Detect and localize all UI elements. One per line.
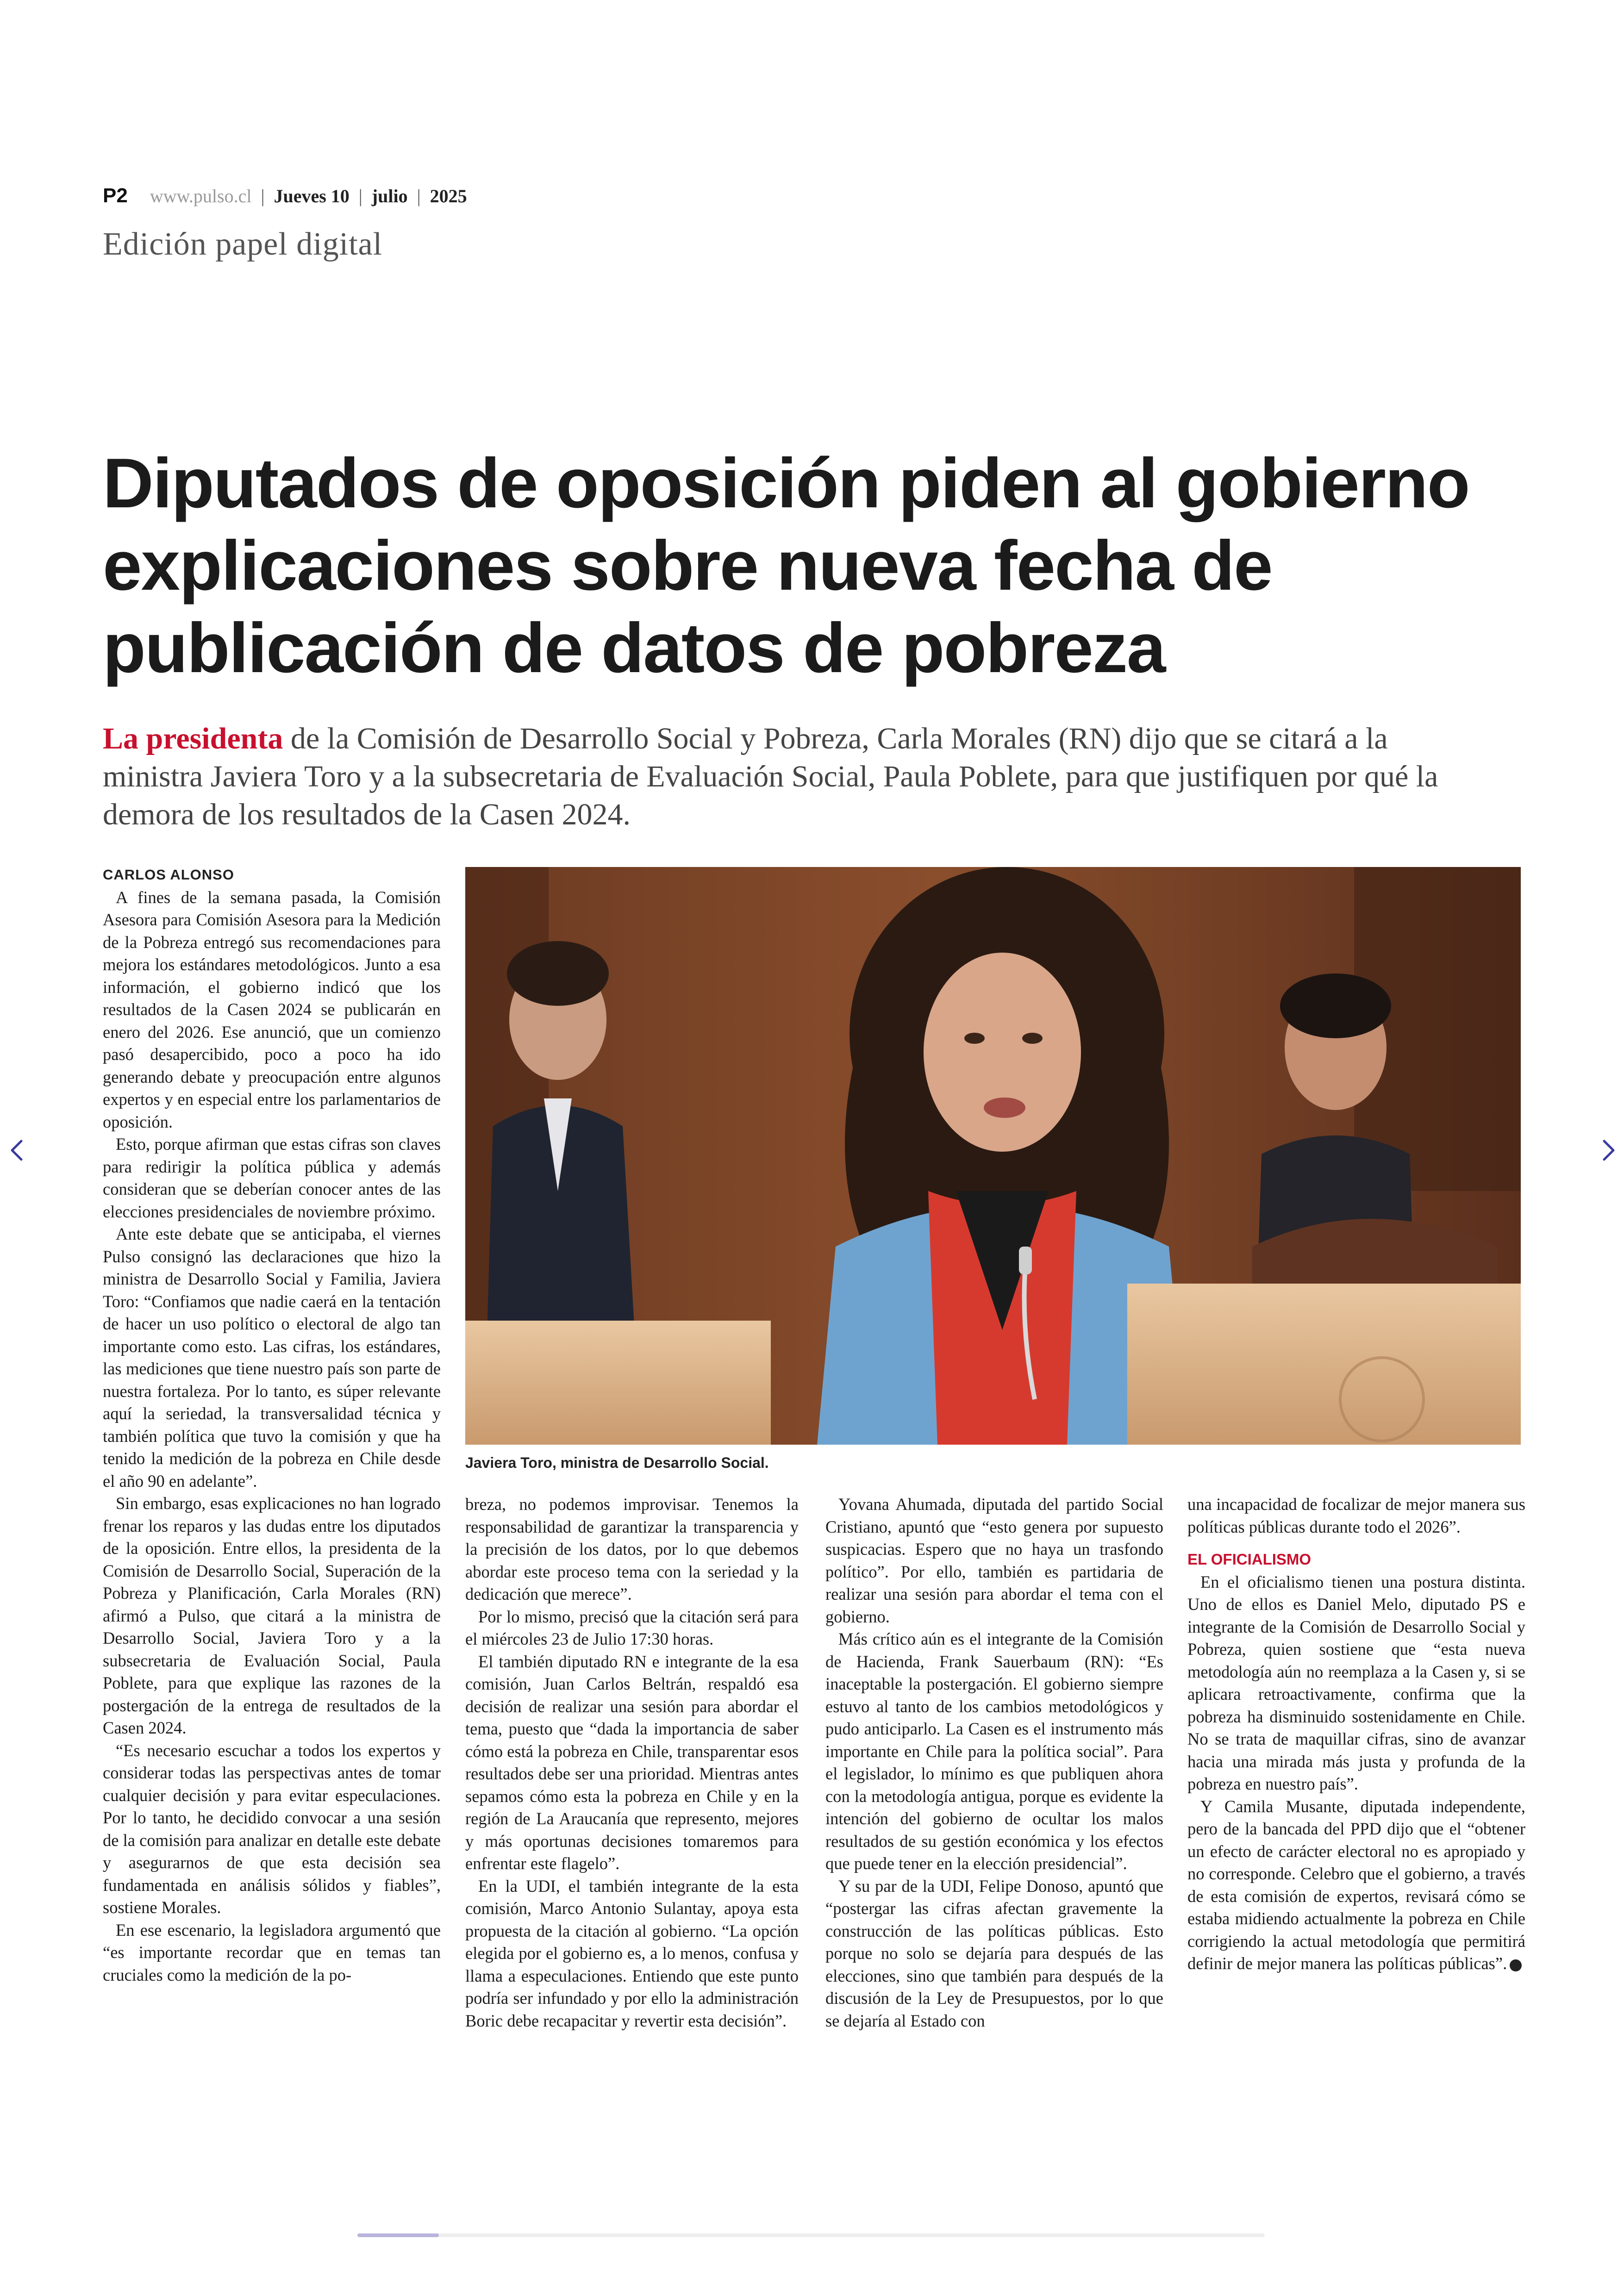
lede-line: de la Comisión de Desarrollo Social y Pobreza, Carla Morales (RN) dijo que se citará a la xyxy=(283,722,1388,755)
paragraph: Ante este debate que se anticipaba, el viernes Pulso consignó las declaraciones que hizo la ministra de Desarrollo Social y Familia, Javiera Toro: “Confiamos que nadie caerá en la tentación de hacer un uso político o electoral de algo tan importante como esto. Las cifras, los estándares, las mediciones que tiene nuestro país son parte de nuestra fortaleza. Por lo tanto, es súper relevante aquí la seriedad, la transversalidad técnica y también política que tuvo la comisión y que ha tenido la medición de la pobreza en Chile desde el año 90 en adelante”. xyxy=(103,1224,441,1491)
paragraph: A fines de la semana pasada, la Comisión Asesora para Comisión Asesora para la Medición de la Pobreza entregó sus recomendaciones para mejora los estándares metodológicos. Junto a esa información, el gobierno indicó que los resultados de la Casen 2024 se publicarán en enero del 2026. Ese anunció, que un comienzo pasó desapercibido, poco a poco ha ido generando debate y preocupación entre algunos expertos y en especial entre los parlamentarios de oposición. xyxy=(103,887,441,1131)
page-scrollbar-track[interactable] xyxy=(357,2233,1265,2237)
paragraph: “Es necesario escuchar a todos los expertos y considerar todas las perspectivas antes de tomar cualquier decisión y para evitar especulaciones. Por lo tanto, he decidido convocar a una sesión de la comisión para analizar en detalle este debate y asegurarnos de que esta decisión sea fundamentada en análisis sólidos y fiables”, sostiene Morales. xyxy=(103,1740,441,1917)
paragraph: Por lo mismo, precisó que la citación será para el miércoles 23 de Julio 17:30 horas. xyxy=(465,1607,799,1648)
article-column-3 xyxy=(825,1493,1163,2032)
paragraph: En el oficialismo tienen una postura distinta. Uno de ellos es Daniel Melo, diputado PS e integrante de la Comisión de Desarrollo Social y Pobreza, quien sostiene que “esta nueva metodología aún no reemplaza a la Casen y, si se aplicara retroactivamente, confirma que la pobreza ha disminuido sostenidamente en Chile. No se trata de maquillar cifras, sino de avanzar hacia una mirada más justa y profunda de la pobreza en nuestro país”. xyxy=(1187,1572,1525,1793)
chevron-right-icon xyxy=(1600,1138,1617,1162)
header-year: 2025 xyxy=(430,186,467,206)
page-scrollbar-thumb[interactable] xyxy=(357,2233,439,2237)
article-end-icon xyxy=(1510,1959,1522,1971)
paragraph: En la UDI, el también integrante de la esta comisión, Marco Antonio Sulantay, apoya esta propuesta de la citación al gobierno. “La opción elegida por el gobierno es, a lo menos, confusa y llama a especulaciones. Entiendo que este punto podría ser infundado y por ello la administración Boric debe recapacitar y revertir esta decisión”. xyxy=(465,1876,799,2030)
page-number: P2 xyxy=(103,184,128,207)
next-page-button[interactable] xyxy=(1595,1136,1623,1164)
lede-line: ministra Javiera Toro y a la subsecretaria de Evaluación Social, Paula Poblete, para que justifiquen por qué la xyxy=(103,760,1438,793)
paragraph: Más crítico aún es el integrante de la Comisión de Hacienda, Frank Sauerbaum (RN): “Es inaceptable la postergación. El gobierno siempre estuvo al tanto de los cambios metodológicos y pudo anticiparlo. La Casen es el instrumento más importante en Chile para la política social”. Para el legislador, lo mínimo es que publiquen ahora con la metodología antigua, porque es evidente la intención del gobierno de ocultar los malos resultados de su gestión económica y los efectos que puede tener en la elección presidencial”. xyxy=(825,1629,1163,1873)
edition-label: Edición papel digital xyxy=(103,226,383,262)
photo-caption: Javiera Toro, ministra de Desarrollo Social. xyxy=(465,1454,769,1471)
headline-line: explicaciones sobre nueva fecha de xyxy=(103,526,1272,605)
paragraph: una incapacidad de focalizar de mejor manera sus políticas públicas durante todo el 2026”. xyxy=(1187,1495,1525,1536)
article-column-2 xyxy=(465,1493,799,2032)
byline: CARLOS ALONSO xyxy=(103,867,234,883)
paragraph: Yovana Ahumada, diputada del partido Social Cristiano, apuntó que “esto genera por supuesto suspicacias. Espero que no haya un trasfondo político”. Por ello, también es partidaria de realizar una sesión para abordar el tema con el gobierno. xyxy=(825,1495,1163,1626)
site-url[interactable]: www.pulso.cl xyxy=(150,186,252,206)
header-day: Jueves 10 xyxy=(274,186,350,206)
article-photo xyxy=(465,867,1521,1445)
article-column-1 xyxy=(103,864,441,1986)
article-column-4 xyxy=(1187,1493,1525,1975)
article-lede xyxy=(103,720,1492,834)
paragraph: En ese escenario, la legisladora argumentó que “es importante recordar que en temas tan cruciales como la medición de la po- xyxy=(103,1920,441,1984)
lede-line: demora de los resultados de la Casen 2024. xyxy=(103,798,631,831)
article-headline xyxy=(103,442,1492,689)
paragraph: El también diputado RN e integrante de la esa comisión, Juan Carlos Beltrán, respaldó esa decisión de realizar una sesión para abordar el tema, puesto que “dada la importancia de saber cómo está la pobreza en Chile, transparentar esos resultados debe ser una prioridad. Mientras antes sepamos cómo esta la pobreza en Chile y en la región de La Araucanía que represento, mejores y más oportunas decisiones tomaremos para enfrentar este flagelo”. xyxy=(465,1652,799,1873)
paragraph-text: Y Camila Musante, diputada independente, pero de la bancada del PPD dijo que el “obtener un efecto de carácter electoral no es apropiado y no corresponde. Celebro que el gobierno, a través de esta comisión de expertos, revisará cómo se estaba midiendo actualmente la pobreza en Chile corrigiendo la actual metodología que permitirá definir de mejor manera las políticas públicas”. xyxy=(1187,1796,1525,1973)
header-month: julio xyxy=(371,186,408,206)
paragraph: Sin embargo, esas explicaciones no han logrado frenar los reparos y las dudas entre los diputados de la oposición. Entre ellos, la presidenta de la Comisión de Desarrollo Social, Superación de la Pobreza y Planificación, Carla Morales (RN) afirmó a Pulso, que citará a la ministra de Desarrollo Social, Javiera Toro y a la subsecretaria de Evaluación Social, Paula Poblete, para que explique las razones de la postergación de la entrega de resultados de la Casen 2024. xyxy=(103,1494,441,1737)
paragraph: Esto, porque afirman que estas cifras son claves para redirigir la política pública y además consideran que se deberían conocer antes de las elecciones presidenciales de noviembre próximo. xyxy=(103,1135,441,1221)
page-header: P2 www.pulso.cl | Jueves 10 | julio | 2025 xyxy=(103,184,467,207)
headline-line: publicación de datos de pobreza xyxy=(103,609,1165,687)
paragraph: Y su par de la UDI, Felipe Donoso, apuntó que “postergar las cifras afectan gravemente la construcción de las políticas públicas. Esto porque no solo se dejaría para después de las elecciones, sino que también para después de la discusión de la Ley de Presupuestos, por lo que se dejaría al Estado con xyxy=(825,1876,1163,2030)
chevron-left-icon xyxy=(8,1138,25,1162)
headline-line: Diputados de oposición piden al gobierno xyxy=(103,444,1469,523)
lede-lead: La presidenta xyxy=(103,722,283,755)
paragraph: breza, no podemos improvisar. Tenemos la responsabilidad de garantizar la transparencia y la precisión de los datos, por lo que debemos abordar este proceso tema con la seriedad y la dedicación que merece”. xyxy=(465,1495,799,1603)
previous-page-button[interactable] xyxy=(3,1136,31,1164)
paragraph xyxy=(1187,1796,1525,1975)
section-subhead: EL OFICIALISMO xyxy=(1187,1551,1312,1568)
